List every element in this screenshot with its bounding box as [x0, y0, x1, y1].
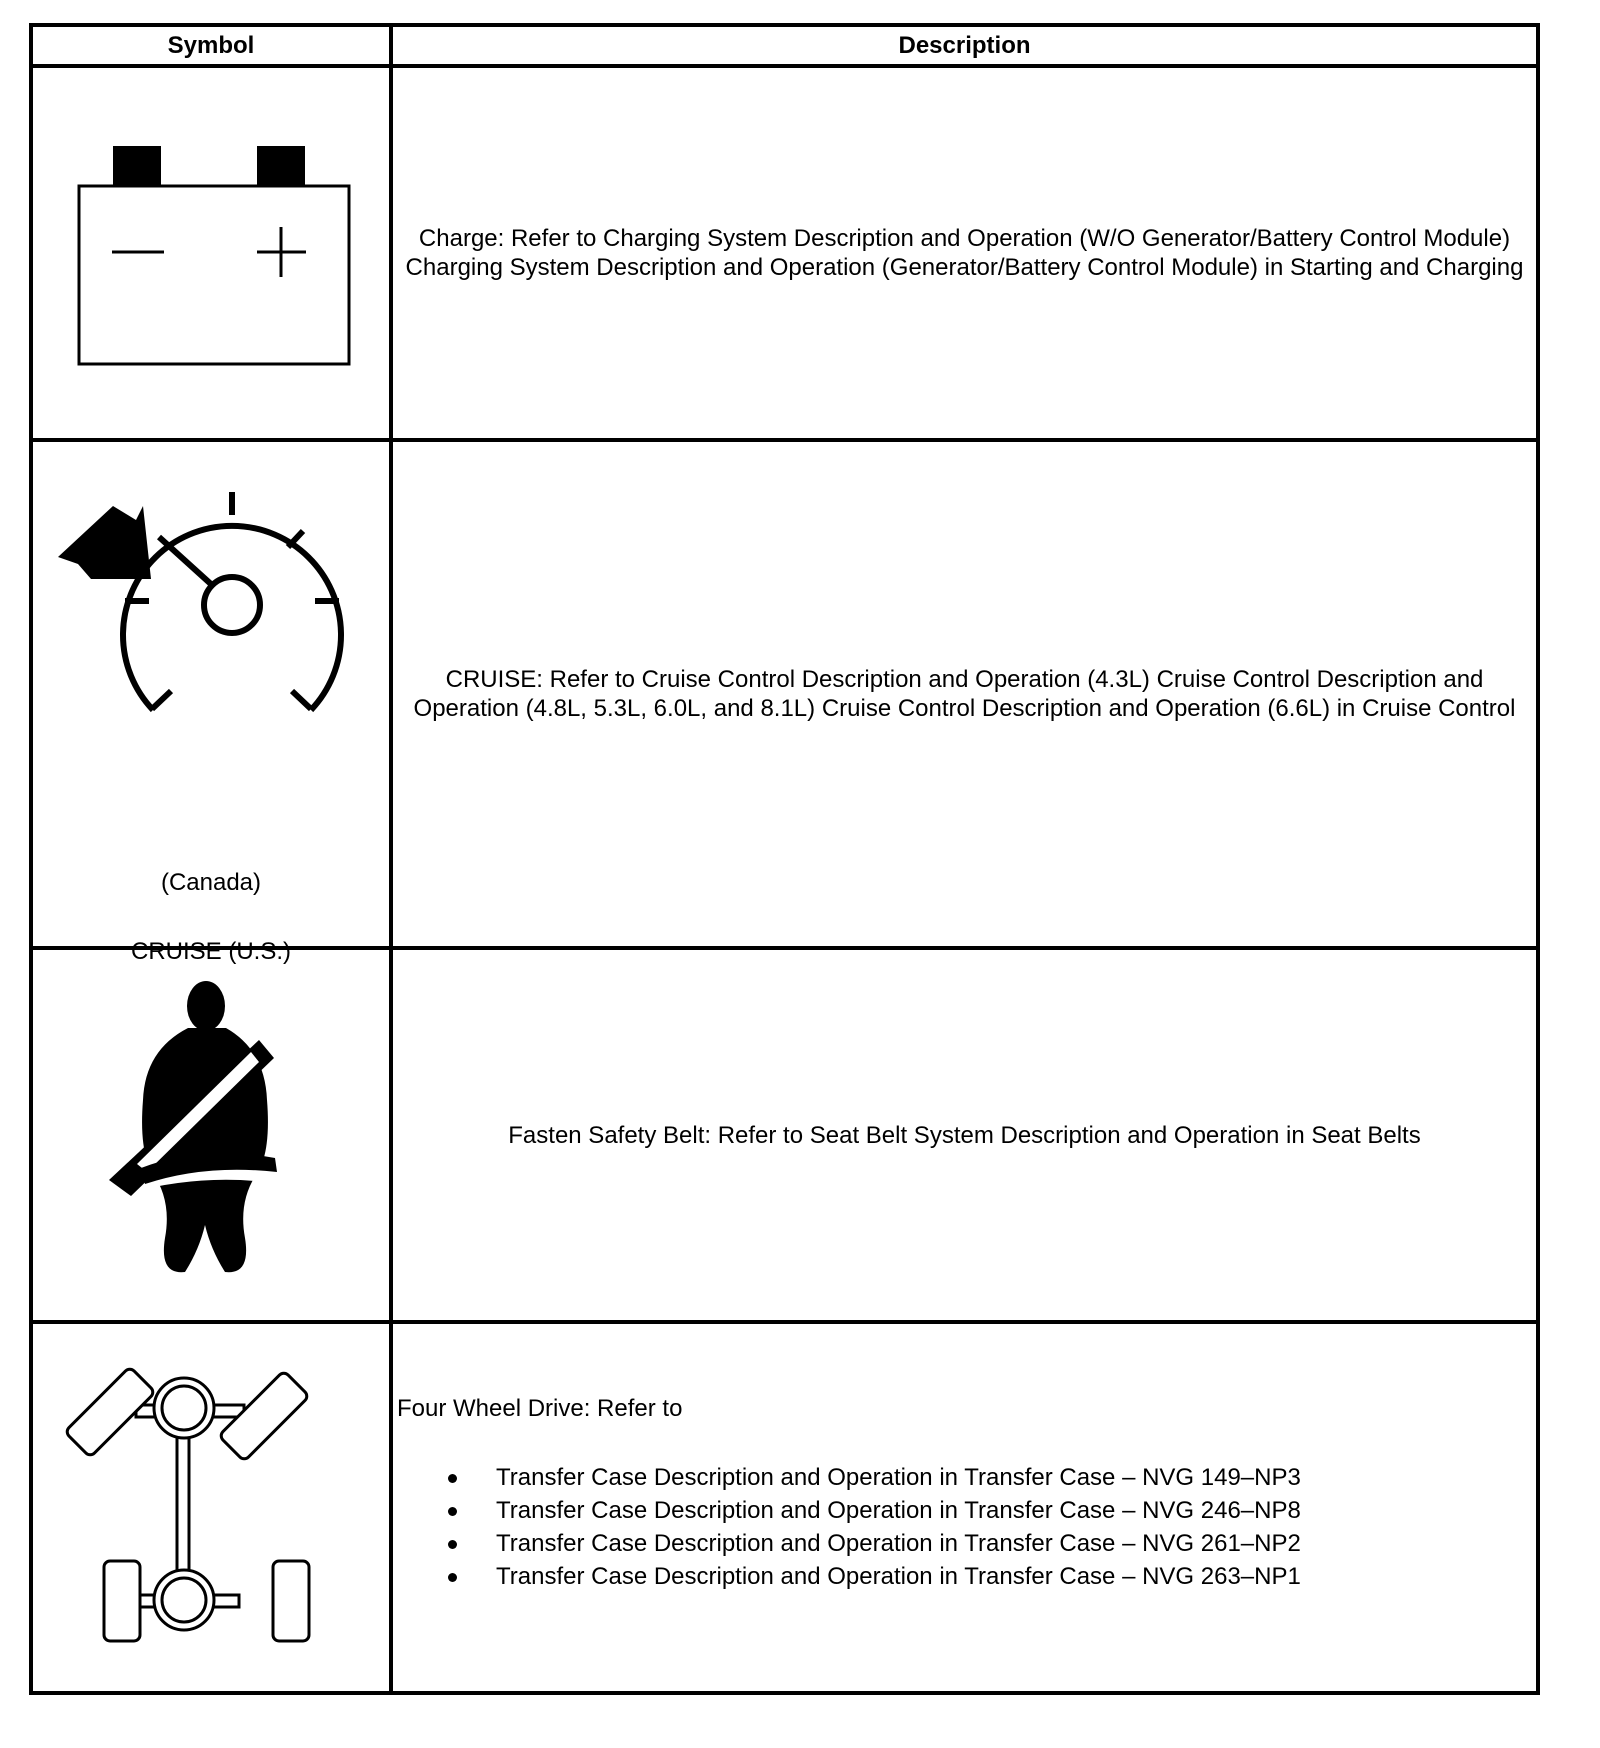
table-row	[33, 950, 1536, 1324]
bullet-icon	[448, 1507, 457, 1516]
symbol-table	[29, 23, 1540, 1695]
bullet-icon	[448, 1573, 457, 1582]
bullet-icon	[448, 1474, 457, 1483]
caption-canada: (Canada)	[160, 869, 262, 896]
cruise-control-icon	[33, 442, 389, 722]
four-wheel-drive-intro: Four Wheel Drive: Refer to	[397, 1395, 683, 1422]
table-row	[33, 1324, 1536, 1695]
table-row	[33, 442, 1536, 965]
table-header-row	[33, 27, 1536, 68]
seat-belt-icon	[33, 950, 389, 1320]
row-description: CRUISE: Refer to Cruise Control Description and Operation (4.3L) Cruise Control Description and Operation (4.8L, 5.3L, 6.0L, and 8.1L) Cruise Control Description and Operation (6.6L) in Cruise Control	[413, 666, 1516, 722]
list-item: Transfer Case Description and Operation in Transfer Case – NVG 263–NP1	[397, 1560, 1301, 1593]
bullet-icon	[448, 1540, 457, 1549]
list-item: Transfer Case Description and Operation in Transfer Case – NVG 149–NP3	[397, 1461, 1301, 1494]
battery-icon	[33, 68, 389, 438]
header-symbol: Symbol	[167, 31, 255, 59]
caption-cruise-us: CRUISE (U.S.)	[130, 938, 291, 965]
row-description: Fasten Safety Belt: Refer to Seat Belt System Description and Operation in Seat Belts	[508, 1121, 1421, 1149]
four-wheel-drive-icon	[33, 1324, 389, 1692]
transfer-case-list	[397, 1461, 1301, 1593]
table-row	[33, 68, 1536, 442]
header-description: Description	[898, 31, 1031, 59]
list-item: Transfer Case Description and Operation in Transfer Case – NVG 261–NP2	[397, 1527, 1301, 1560]
four-wheel-drive-description	[393, 1324, 1301, 1593]
list-item: Transfer Case Description and Operation in Transfer Case – NVG 246–NP8	[397, 1494, 1301, 1527]
row-description: Charge: Refer to Charging System Description and Operation (W/O Generator/Battery Control Module) Charging System Description and Operation (Generator/Battery Control Module) in Starting and Charging	[405, 225, 1524, 281]
